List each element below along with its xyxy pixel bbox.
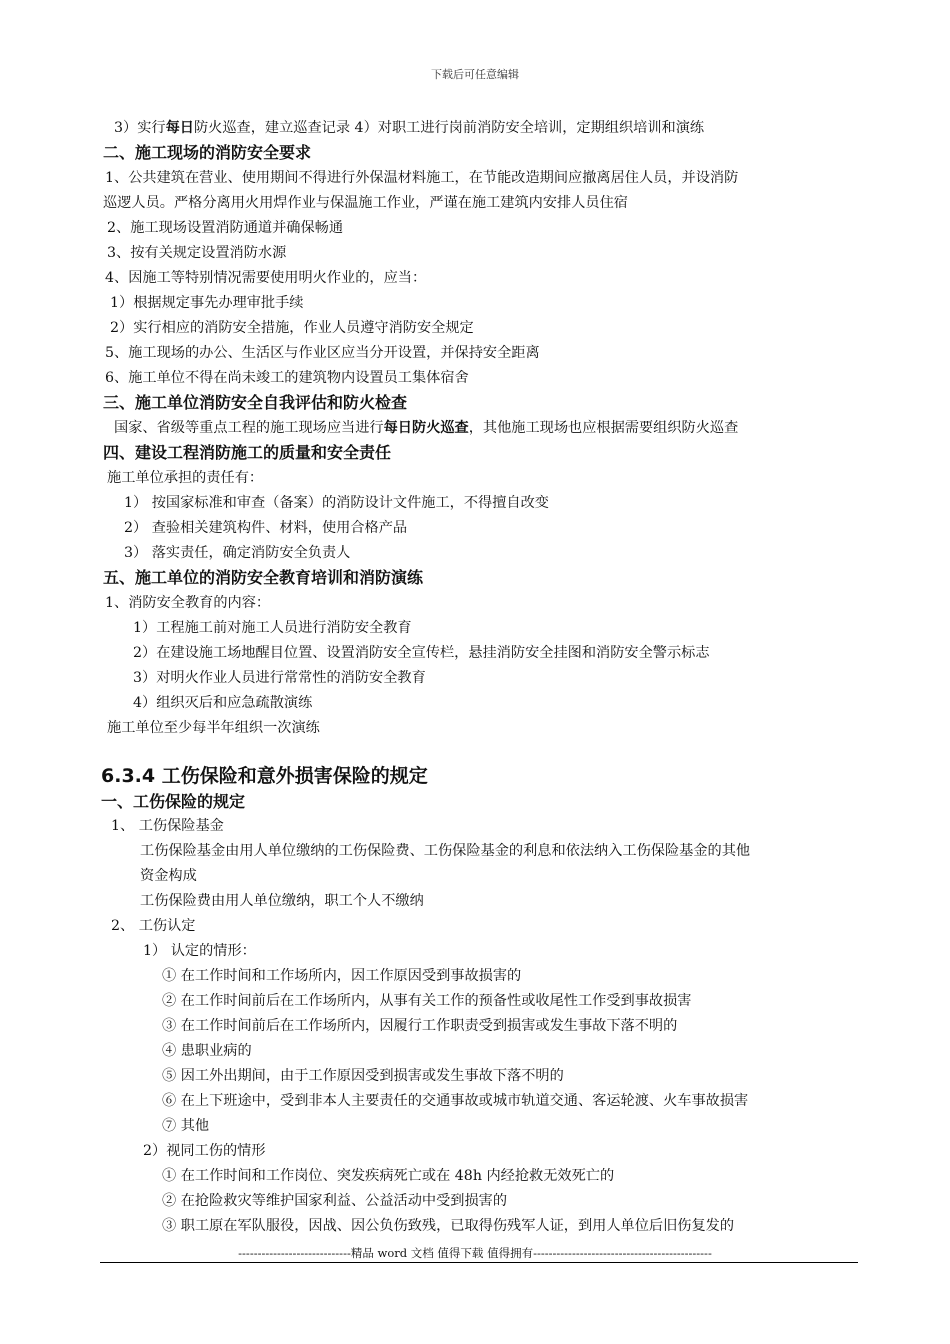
text-line: 1）根据规定事先办理审批手续: [110, 295, 304, 311]
text-line: 4）组织灭后和应急疏散演练: [133, 695, 313, 711]
text-line: 3、按有关规定设置消防水源: [107, 245, 287, 261]
text-line: 施工单位至少每半年组织一次演练: [107, 720, 320, 736]
bold-text: 每日防火巡查: [383, 420, 469, 436]
text-run: 防火巡查，建立巡查记录 4）对职工进行岗前消防安全培训，定期组织培训和演练: [193, 120, 705, 136]
text-line: 2）实行相应的消防安全措施，作业人员遵守消防安全规定: [110, 320, 474, 336]
list-item: ⑦ 其他: [162, 1118, 210, 1134]
text-line: 1、公共建筑在营业、使用期间不得进行外保温材料施工，在节能改造期间应撤离居住人员，并设消防: [105, 170, 739, 186]
text-run: ，其他施工现场也应根据需要组织防火巡查: [468, 420, 739, 436]
section-heading: 五、施工单位的消防安全教育培训和消防演练: [103, 568, 424, 587]
text-line: 2）在建设施工场地醒目位置、设置消防安全宣传栏，悬挂消防安全挂图和消防安全警示标志: [133, 645, 710, 661]
text-line: [114, 418, 738, 438]
page-header: 下载后可任意编辑: [431, 68, 519, 81]
bold-text: 每日: [165, 120, 194, 136]
text-line: 工伤保险基金由用人单位缴纳的工伤保险费、工伤保险基金的利息和依法纳入工伤保险基金的其他: [140, 843, 751, 859]
text-line: 资金构成: [140, 868, 197, 884]
text-line: 2、施工现场设置消防通道并确保畅通: [107, 220, 344, 236]
text-line: [114, 118, 704, 138]
text-line: 1）工程施工前对施工人员进行消防安全教育: [133, 620, 412, 636]
list-item: ④ 患职业病的: [162, 1043, 252, 1059]
text-line: 工伤保险费由用人单位缴纳，职工个人不缴纳: [140, 893, 424, 909]
text-line: 4、因施工等特别情况需要使用明火作业的，应当：: [105, 270, 427, 286]
list-item: ② 在抢险救灾等维护国家利益、公益活动中受到损害的: [162, 1193, 508, 1209]
text-line: 1、 工伤保险基金: [111, 818, 224, 834]
list-item: ③ 职工原在军队服役，因战、因公负伤致残，已取得伤残军人证，到用人单位后旧伤复发的: [162, 1218, 735, 1234]
text-line: 2） 查验相关建筑构件、材料，使用合格产品: [124, 520, 408, 536]
footer-divider: [100, 1262, 858, 1263]
text-line: 3）对明火作业人员进行常常性的消防安全教育: [133, 670, 426, 686]
text-line: 巡逻人员。严格分离用火用焊作业与保温施工作业，严谨在施工建筑内安排人员住宿: [103, 195, 628, 211]
chapter-heading: 6.3.4 工伤保险和意外损害保险的规定: [101, 765, 428, 787]
text-run: 3）实行: [114, 120, 166, 136]
section-heading: 四、建设工程消防施工的质量和安全责任: [103, 443, 392, 462]
text-line: 6、施工单位不得在尚未竣工的建筑物内设置员工集体宿舍: [105, 370, 469, 386]
text-line: 5、施工现场的办公、生活区与作业区应当分开设置，并保持安全距离: [105, 345, 540, 361]
list-item: ⑤ 因工外出期间，由于工作原因受到损害或发生事故下落不明的: [162, 1068, 564, 1084]
text-line: 1） 认定的情形：: [143, 943, 256, 959]
text-run: 国家、省级等重点工程的施工现场应当进行: [114, 420, 384, 436]
section-heading: 二、施工现场的消防安全要求: [103, 143, 312, 162]
list-item: ⑥ 在上下班途中，受到非本人主要责任的交通事故或城市轨道交通、客运轮渡、火车事故损害: [162, 1093, 749, 1109]
section-heading: 三、施工单位消防安全自我评估和防火检查: [103, 393, 408, 412]
text-line: 2）视同工伤的情形: [143, 1143, 266, 1159]
list-item: ③ 在工作时间前后在工作场所内，因履行工作职责受到损害或发生事故下落不明的: [162, 1018, 678, 1034]
list-item: ① 在工作时间和工作岗位、突发疾病死亡或在 48h 内经抢救无效死亡的: [162, 1168, 615, 1184]
text-line: 施工单位承担的责任有：: [107, 470, 264, 486]
list-item: ② 在工作时间前后在工作场所内，从事有关工作的预备性或收尾性工作受到事故损害: [162, 993, 692, 1009]
text-line: 2、 工伤认定: [111, 918, 196, 934]
text-line: 1） 按国家标准和审查（备案）的消防设计文件施工，不得擅自改变: [124, 495, 549, 511]
list-item: ① 在工作时间和工作场所内，因工作原因受到事故损害的: [162, 968, 522, 984]
section-heading: 一、工伤保险的规定: [101, 792, 246, 811]
text-line: 3） 落实责任，确定消防安全负责人: [124, 545, 351, 561]
text-line: 1、消防安全教育的内容：: [105, 595, 271, 611]
page-footer: -----------------------------精品 word 文档 值得下载 值得拥有----------------------------------------------: [238, 1246, 712, 1260]
